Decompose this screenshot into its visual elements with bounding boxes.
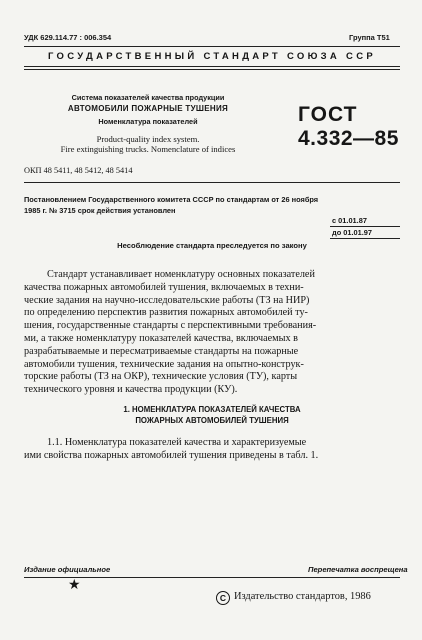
decree-line1: Постановлением Государственного комитета СССР по стандартам от 26 ноября [24, 195, 319, 204]
section1-paragraph-line1: 1.1. Номенклатура показателей качества и характеризуемые [47, 437, 307, 448]
title-nomenclature-line: Номенклатура показателей [98, 117, 198, 126]
top-rule-1 [24, 46, 400, 47]
copyright-text: Издательство стандартов, 1986 [234, 591, 371, 602]
valid-to: до 01.01.97 [332, 228, 373, 237]
legal-notice: Несоблюдение стандарта преследуется по закону [117, 241, 307, 250]
title-english-line2: Fire extinguishing trucks. Nomenclature of indices [60, 144, 236, 154]
gost-label: ГОСТ [298, 103, 358, 126]
top-rule-3 [24, 69, 400, 70]
valid-to-underline [330, 238, 400, 239]
standard-banner: ГОСУДАРСТВЕННЫЙ СТАНДАРТ СОЮЗА ССР [47, 51, 376, 62]
okp-rule [24, 182, 400, 183]
gost-number: 4.332—85 [298, 127, 399, 150]
intro-line: по определению перспектив развития пожарных автомобилей ту- [24, 307, 308, 319]
section1-heading-line1: 1. НОМЕНКЛАТУРА ПОКАЗАТЕЛЕЙ КАЧЕСТВА [123, 405, 301, 414]
udk-code: УДК 629.114.77 : 006.354 [24, 33, 112, 42]
copyright-icon: С [216, 591, 230, 605]
intro-paragraph [24, 269, 407, 397]
intro-line: технического уровня и качества продукции (КУ). [24, 384, 238, 396]
valid-from: с 01.01.87 [332, 216, 367, 225]
star-icon: ★ [68, 576, 81, 592]
official-edition: Издание официальное [24, 565, 111, 574]
title-english-line1: Product-quality index system. [96, 134, 200, 144]
intro-line: качества пожарных автомобилей тушения, включаемых в техни- [24, 281, 304, 293]
intro-line: ческие задания на научно-исследовательские работы (ТЗ на НИР) [24, 294, 310, 306]
okp-codes: ОКП 48 5411, 48 5412, 48 5414 [24, 166, 133, 175]
intro-line: шения, государственные стандарты с перспективными требования- [24, 320, 317, 332]
copyright-line [216, 591, 371, 605]
reprint-prohibited: Перепечатка воспрещена [308, 565, 408, 574]
section1-heading-line2: ПОЖАРНЫХ АВТОМОБИЛЕЙ ТУШЕНИЯ [135, 416, 289, 425]
title-main-line: АВТОМОБИЛИ ПОЖАРНЫЕ ТУШЕНИЯ [67, 104, 229, 113]
section1-paragraph-line2: ими свойства пожарных автомобилей тушения приведены в табл. 1. [24, 450, 319, 461]
top-rule-2 [24, 66, 400, 67]
intro-line: ми, а также номенклатуру показателей качества, включаемых в [24, 332, 298, 344]
group-code: Группа Т51 [349, 33, 390, 42]
intro-line: Стандарт устанавливает номенклатуру основных показателей [47, 269, 315, 280]
valid-from-underline [330, 226, 400, 227]
intro-line: разрабатываемые и пересматриваемые стандарты на пожарные [24, 345, 299, 357]
intro-line: автомобили тушения, технические задания на опытно-конструк- [24, 358, 304, 370]
intro-line: торские работы (ТЗ на ОКР), технические условия (ТУ), карты [24, 371, 298, 383]
decree-line2: 1985 г. № 3715 срок действия установлен [24, 206, 176, 215]
title-system-line: Система показателей качества продукции [71, 93, 225, 102]
